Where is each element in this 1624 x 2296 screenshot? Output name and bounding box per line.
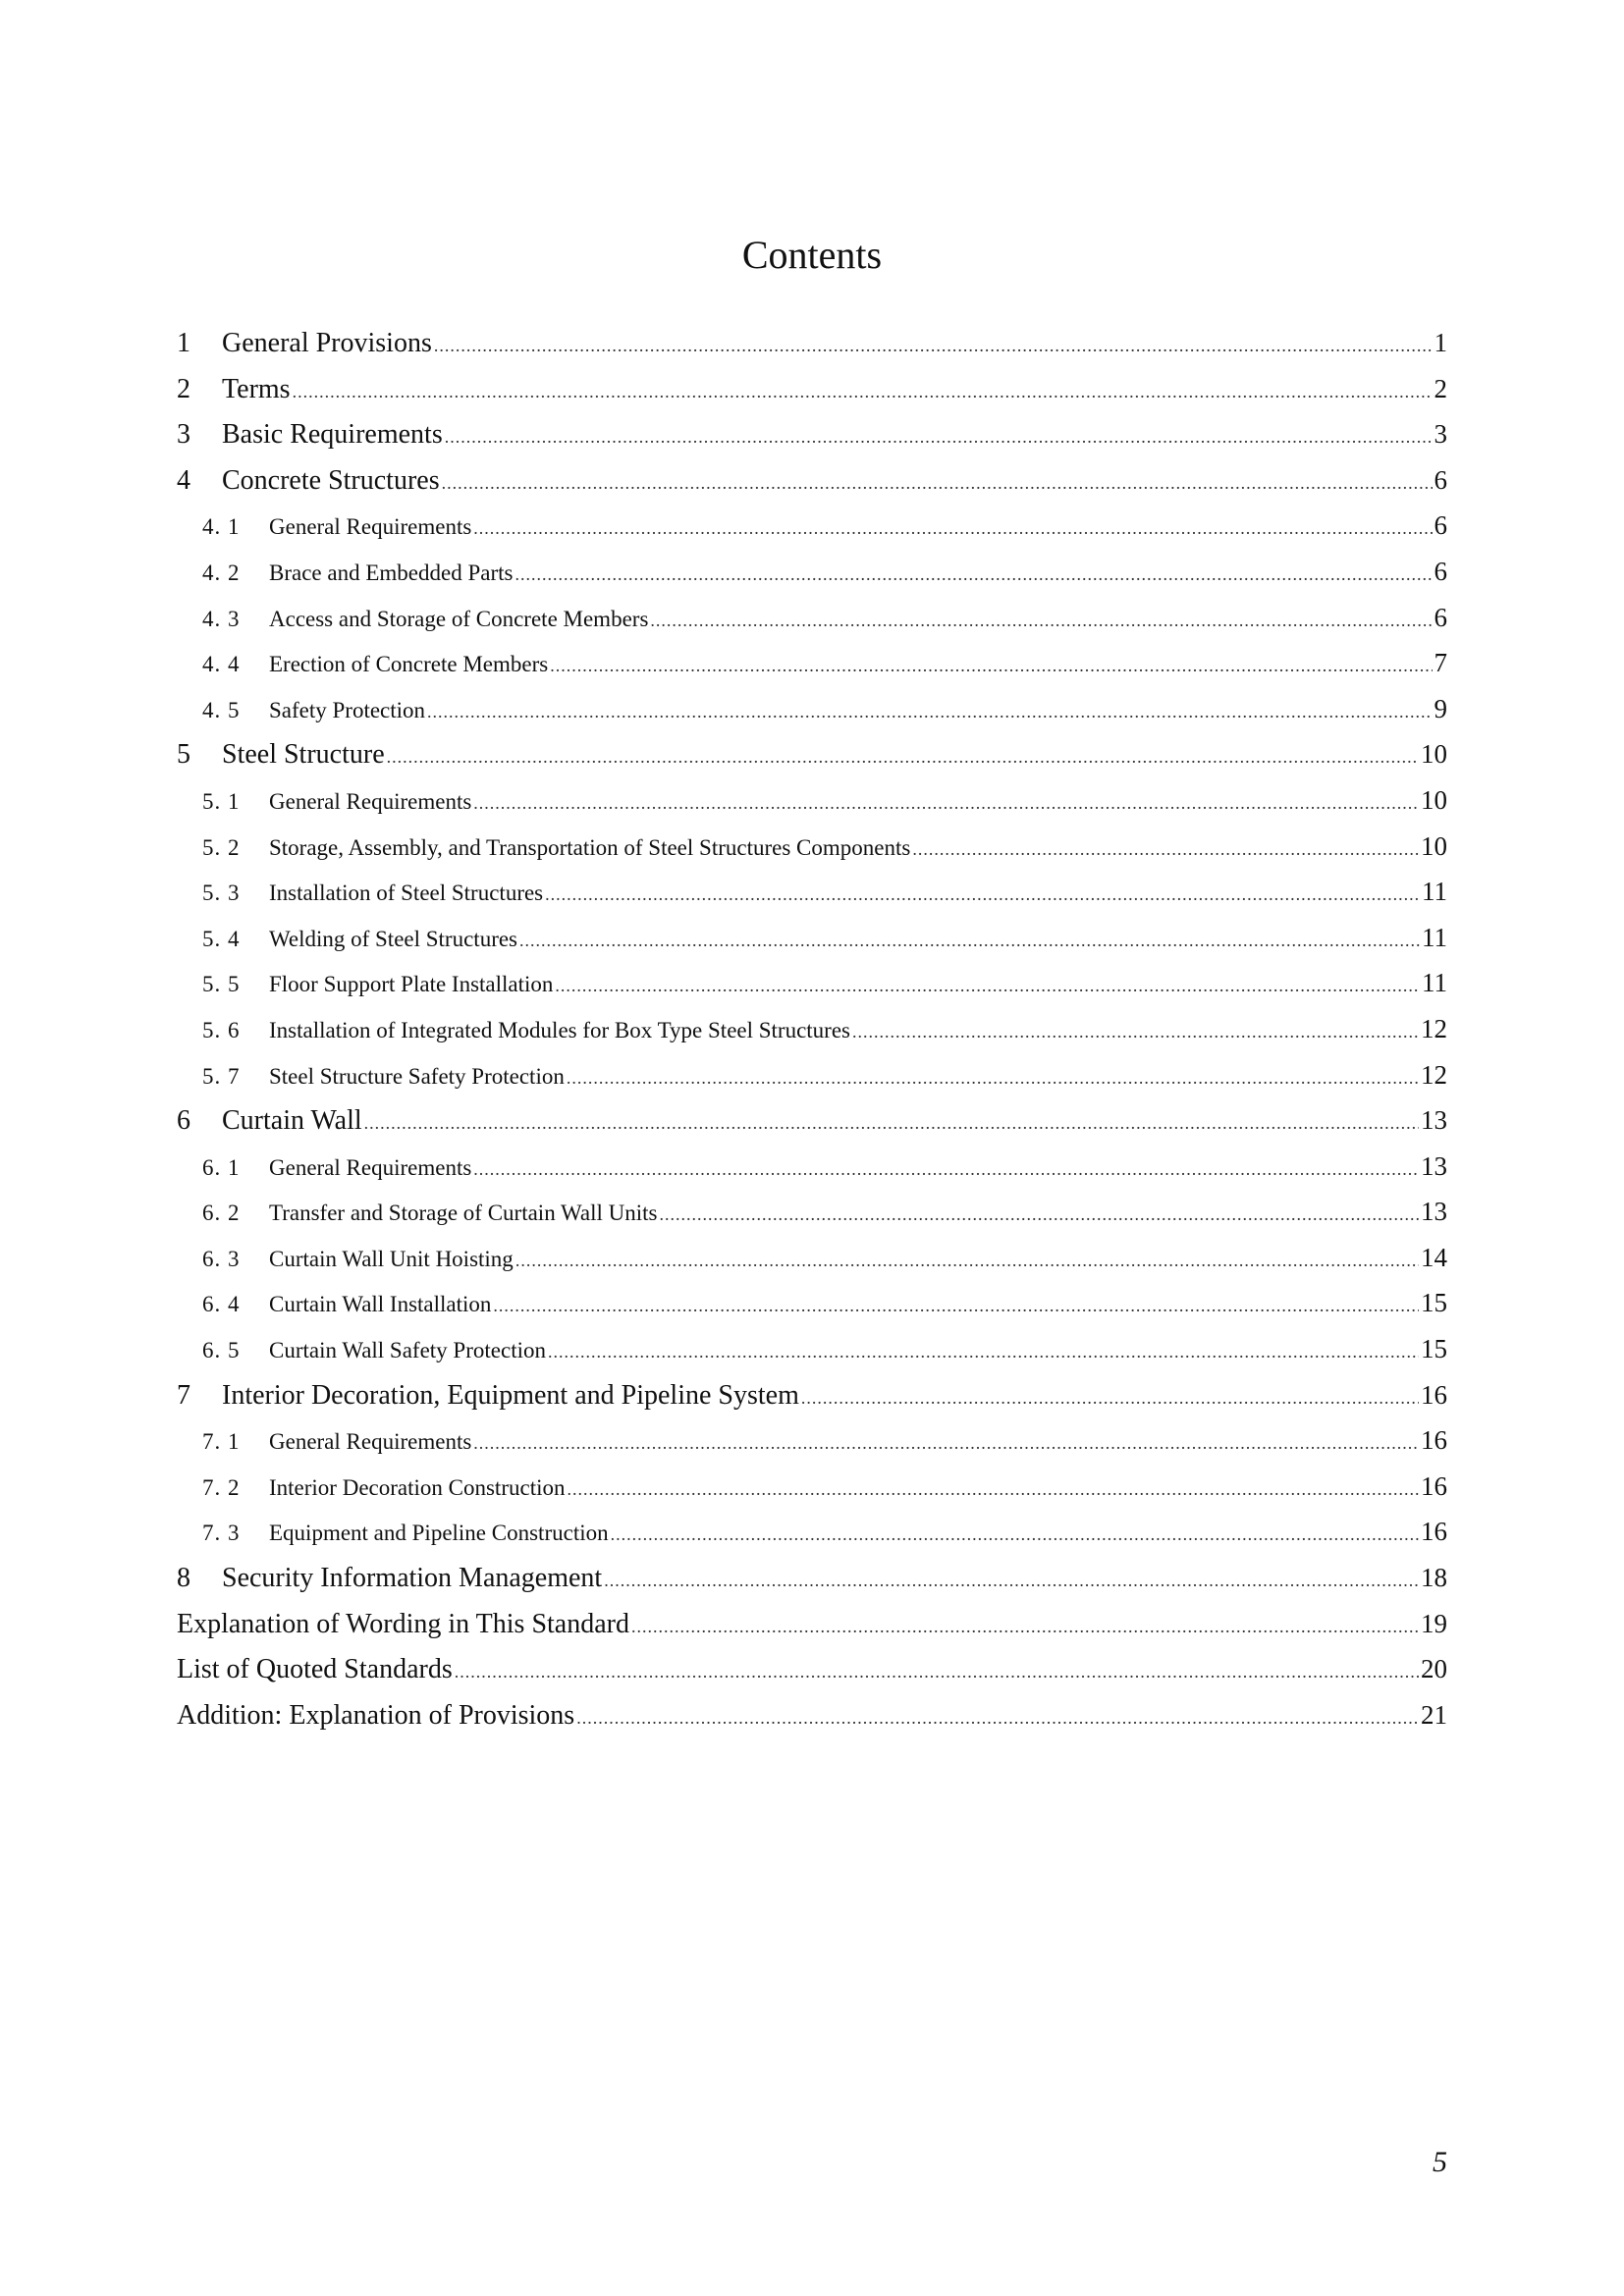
toc-entry[interactable]	[177, 557, 1447, 603]
toc-entry-label: Installation of Integrated Modules for Box Type Steel Structures	[269, 1017, 851, 1042]
page-number: 5	[1433, 2146, 1447, 2178]
toc-entry-page: 12	[1421, 1059, 1447, 1090]
toc-leader-dots	[364, 1113, 1419, 1134]
toc-entry-label: General Requirements	[269, 1154, 472, 1180]
toc-entry[interactable]	[177, 1014, 1447, 1060]
toc-entry-label: Brace and Embedded Parts	[269, 560, 514, 585]
toc-leader-dots	[567, 1068, 1419, 1089]
toc-entry[interactable]	[177, 603, 1447, 649]
toc-entry-page: 10	[1421, 739, 1447, 770]
toc-entry-label: Curtain Wall Installation	[269, 1292, 492, 1317]
toc-entry[interactable]	[177, 923, 1447, 969]
toc-entry-number: 5. 4	[202, 926, 241, 951]
toc-leader-dots	[548, 1342, 1419, 1362]
toc-entry-page: 6	[1434, 602, 1447, 632]
toc-entry-number: 4. 1	[202, 514, 241, 540]
toc-entry[interactable]	[177, 1334, 1447, 1380]
toc-entry[interactable]	[177, 1380, 1447, 1426]
toc-leader-dots	[442, 473, 1433, 494]
toc-leader-dots	[545, 884, 1420, 905]
toc-entry-number: 4	[177, 464, 190, 496]
toc-entry-label: Welding of Steel Structures	[269, 926, 518, 951]
toc-entry[interactable]	[177, 1243, 1447, 1289]
toc-entry-page: 14	[1421, 1242, 1447, 1272]
toc-entry-label: Curtain Wall	[222, 1105, 362, 1137]
toc-entry-page: 21	[1421, 1699, 1447, 1730]
toc-entry-page: 11	[1422, 922, 1447, 952]
toc-entry-number: 5. 1	[202, 788, 241, 814]
toc-entry-page: 13	[1421, 1150, 1447, 1181]
toc-entry-number: 6. 1	[202, 1154, 241, 1180]
toc-entry[interactable]	[177, 374, 1447, 420]
toc-leader-dots	[555, 976, 1420, 996]
toc-entry-number: 7. 2	[202, 1474, 241, 1500]
toc-entry-number: 1	[177, 328, 190, 358]
toc-leader-dots	[611, 1524, 1419, 1545]
toc-entry[interactable]	[177, 1151, 1447, 1198]
toc-entry-page: 6	[1434, 510, 1447, 541]
toc-entry[interactable]	[177, 877, 1447, 923]
toc-entry-number: 6. 3	[202, 1246, 241, 1271]
toc-entry-page: 2	[1434, 373, 1447, 403]
toc-entry-label: Equipment and Pipeline Construction	[269, 1521, 609, 1546]
toc-entry-number: 2	[177, 373, 190, 404]
toc-entry-label: Interior Decoration, Equipment and Pipeline System	[222, 1379, 799, 1411]
toc-entry-label: General Provisions	[222, 328, 432, 358]
toc-leader-dots	[519, 931, 1420, 951]
toc-entry-number: 5	[177, 739, 190, 771]
toc-leader-dots	[473, 1433, 1419, 1454]
toc-leader-dots	[493, 1296, 1419, 1316]
toc-entry-number: 6. 4	[202, 1292, 241, 1317]
toc-entry-label: Curtain Wall Safety Protection	[269, 1338, 546, 1363]
toc-entry-page: 12	[1421, 1013, 1447, 1043]
toc-entry[interactable]	[177, 1654, 1447, 1700]
toc-entry-page: 11	[1422, 877, 1447, 907]
toc-leader-dots	[550, 656, 1432, 676]
toc-entry-page: 6	[1434, 464, 1447, 495]
toc-entry[interactable]	[177, 739, 1447, 785]
toc-leader-dots	[515, 1251, 1419, 1271]
toc-entry-number: 5. 6	[202, 1017, 241, 1042]
toc-leader-dots	[912, 839, 1419, 860]
toc-entry-page: 16	[1421, 1517, 1447, 1547]
toc-entry-page: 16	[1421, 1379, 1447, 1410]
toc-entry-label: Security Information Management	[222, 1563, 603, 1594]
toc-entry-label: Basic Requirements	[222, 419, 443, 451]
toc-entry-number: 4. 5	[202, 697, 241, 722]
toc-entry[interactable]	[177, 1700, 1447, 1746]
toc-entry[interactable]	[177, 328, 1447, 374]
toc-entry-page: 20	[1421, 1654, 1447, 1684]
toc-entry[interactable]	[177, 1517, 1447, 1563]
toc-entry-label: Installation of Steel Structures	[269, 881, 544, 906]
toc-entry-label: Interior Decoration Construction	[269, 1474, 566, 1500]
toc-leader-dots	[514, 564, 1432, 585]
toc-entry-number: 4. 2	[202, 560, 241, 585]
toc-entry-page: 15	[1421, 1334, 1447, 1364]
toc-entry-page: 10	[1421, 830, 1447, 861]
toc-entry-number: 3	[177, 419, 190, 451]
toc-entry-label: Transfer and Storage of Curtain Wall Units	[269, 1201, 658, 1226]
toc-leader-dots	[473, 518, 1432, 539]
toc-entry-number: 7. 3	[202, 1521, 241, 1546]
toc-entry-label: General Requirements	[269, 514, 472, 540]
toc-entry[interactable]	[177, 831, 1447, 878]
toc-entry-label: List of Quoted Standards	[177, 1654, 453, 1685]
toc-entry-label: Addition: Explanation of Provisions	[177, 1699, 575, 1731]
toc-entry[interactable]	[177, 785, 1447, 831]
toc-entry[interactable]	[177, 1609, 1447, 1655]
toc-leader-dots	[567, 1479, 1419, 1500]
toc-leader-dots	[473, 793, 1419, 814]
toc-entry[interactable]	[177, 1288, 1447, 1334]
toc-entry[interactable]	[177, 1471, 1447, 1518]
toc-leader-dots	[631, 1617, 1419, 1637]
toc-entry[interactable]	[177, 694, 1447, 740]
toc-entry-page: 16	[1421, 1425, 1447, 1456]
toc-entry[interactable]	[177, 510, 1447, 557]
toc-entry-label: General Requirements	[269, 1429, 472, 1455]
toc-entry-label: Safety Protection	[269, 697, 426, 722]
toc-leader-dots	[659, 1204, 1419, 1225]
toc-entry-page: 13	[1421, 1197, 1447, 1227]
toc-leader-dots	[473, 1159, 1419, 1180]
toc-entry-page: 11	[1422, 968, 1447, 998]
toc-entry-page: 19	[1421, 1608, 1447, 1638]
toc-entry-label: Curtain Wall Unit Hoisting	[269, 1246, 514, 1271]
toc-entry-number: 7	[177, 1379, 190, 1411]
toc-entry-page: 15	[1421, 1288, 1447, 1318]
toc-leader-dots	[650, 611, 1432, 631]
toc-entry-number: 7. 1	[202, 1429, 241, 1455]
toc-entry-number: 6	[177, 1105, 190, 1137]
toc-entry-number: 5. 7	[202, 1063, 241, 1089]
toc-leader-dots	[455, 1662, 1419, 1682]
toc-entry-label: Floor Support Plate Installation	[269, 972, 554, 997]
toc-leader-dots	[445, 427, 1433, 448]
toc-entry-number: 8	[177, 1563, 190, 1594]
toc-entry-label: General Requirements	[269, 788, 472, 814]
toc-leader-dots	[852, 1022, 1419, 1042]
toc-entry-number: 5. 5	[202, 972, 241, 997]
toc-entry-label: Erection of Concrete Members	[269, 652, 549, 677]
toc-entry-label: Steel Structure Safety Protection	[269, 1063, 565, 1089]
toc-entry-page: 16	[1421, 1470, 1447, 1501]
toc-entry-label: Storage, Assembly, and Transportation of Steel Structures Components	[269, 834, 911, 860]
toc-entry-page: 1	[1434, 328, 1447, 357]
toc-entry-number: 6. 5	[202, 1338, 241, 1363]
toc-entry-number: 6. 2	[202, 1201, 241, 1226]
toc-entry-label: Terms	[222, 373, 291, 404]
toc-leader-dots	[604, 1571, 1419, 1591]
toc-entry-page: 13	[1421, 1105, 1447, 1136]
page-title: Contents	[741, 233, 883, 277]
toc-entry-page: 10	[1421, 784, 1447, 815]
toc-entry-page: 3	[1434, 419, 1447, 450]
toc-entry-page: 18	[1421, 1563, 1447, 1593]
toc-leader-dots	[576, 1708, 1419, 1729]
toc-leader-dots	[427, 702, 1432, 722]
toc-leader-dots	[387, 747, 1419, 768]
toc-entry-label: Access and Storage of Concrete Members	[269, 606, 649, 631]
toc-entry[interactable]	[177, 419, 1447, 465]
toc-entry[interactable]	[177, 1105, 1447, 1151]
toc-entry-label: Concrete Structures	[222, 464, 440, 496]
table-of-contents	[177, 328, 1447, 1745]
toc-entry-label: Explanation of Wording in This Standard	[177, 1608, 629, 1639]
toc-entry[interactable]	[177, 1060, 1447, 1106]
toc-entry[interactable]	[177, 465, 1447, 511]
toc-leader-dots	[293, 382, 1433, 402]
toc-leader-dots	[801, 1388, 1419, 1409]
toc-entry[interactable]	[177, 1563, 1447, 1609]
toc-entry[interactable]	[177, 648, 1447, 694]
toc-entry-number: 5. 2	[202, 834, 241, 860]
toc-entry[interactable]	[177, 968, 1447, 1014]
toc-entry-number: 5. 3	[202, 881, 241, 906]
toc-entry-page: 6	[1434, 556, 1447, 586]
toc-entry-label: Steel Structure	[222, 739, 385, 771]
toc-entry[interactable]	[177, 1197, 1447, 1243]
toc-entry-number: 4. 3	[202, 606, 241, 631]
toc-entry-number: 4. 4	[202, 652, 241, 677]
toc-entry-page: 7	[1434, 648, 1447, 678]
toc-entry-page: 9	[1434, 693, 1447, 723]
toc-entry[interactable]	[177, 1425, 1447, 1471]
toc-leader-dots	[434, 336, 1433, 356]
